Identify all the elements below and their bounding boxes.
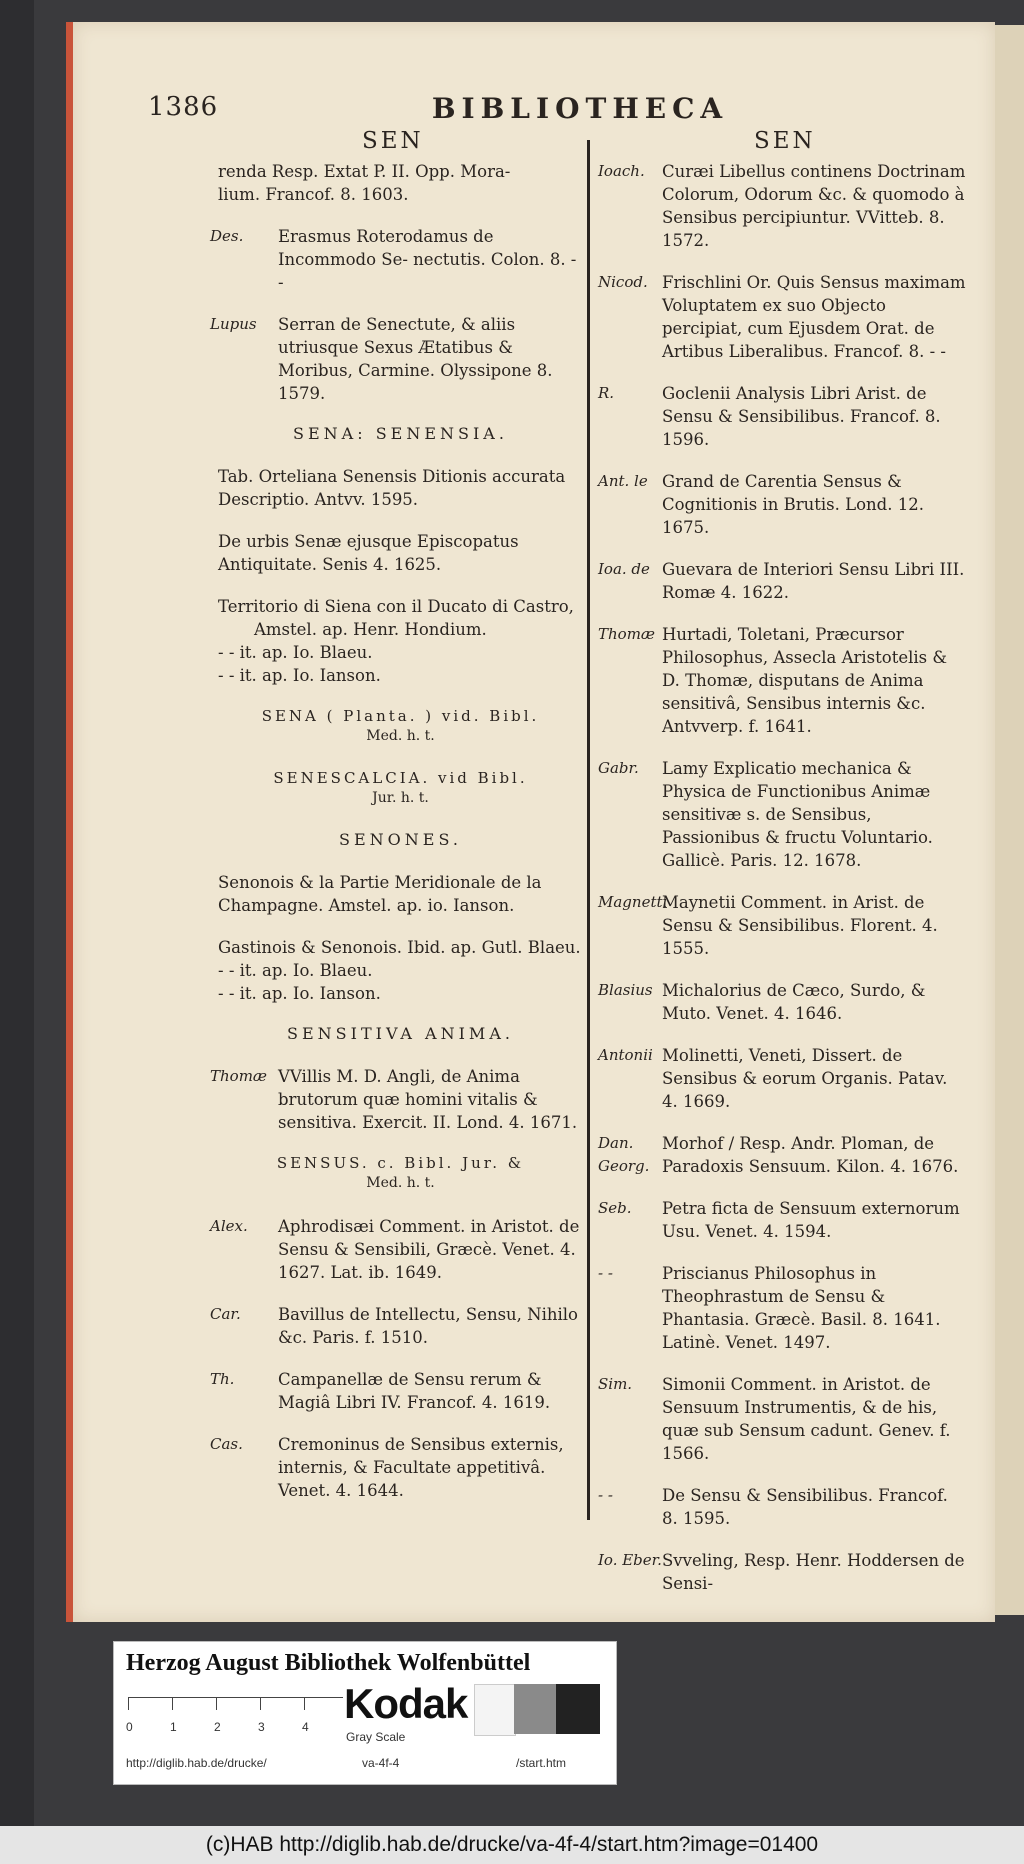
color-target-card	[113, 1641, 617, 1785]
catalog-entry	[598, 1262, 968, 1354]
entry-text: Senonois & la Partie Meridionale de la Champagne. Amstel. ap. io. Ianson.	[218, 873, 542, 915]
entry-text: Molinetti, Veneti, Dissert. de Sensibus & eorum Organis. Patav. 4. 1669.	[662, 1046, 948, 1111]
catalog-entry	[218, 595, 583, 687]
section-heading-title: SENESCALCIA. vid Bibl.	[273, 769, 528, 787]
entry-line: - - it. ap. Io. Blaeu.	[218, 961, 373, 980]
entry-forename: Des.	[210, 227, 244, 245]
institution-name: Herzog August Bibliothek Wolfenbüttel	[126, 1650, 531, 1676]
entry-forename: Ant. le	[598, 472, 648, 490]
section-heading	[218, 1153, 583, 1193]
catalog-entry	[598, 1132, 968, 1178]
target-url-mid: va-4f-4	[362, 1756, 400, 1770]
section-heading: SENONES.	[339, 830, 462, 849]
gray-scale-label: Gray Scale	[346, 1730, 406, 1744]
entry-text: Petra ficta de Sensuum externorum Usu. Venet. 4. 1594.	[662, 1199, 960, 1241]
entry-forename: Sim.	[598, 1375, 633, 1393]
catalog-entry	[144, 160, 583, 206]
gray-swatch	[514, 1684, 556, 1734]
ruler-tick	[172, 1698, 173, 1710]
entry-text: Tab. Orteliana Senensis Ditionis accurata Descriptio. Antvv. 1595.	[218, 467, 566, 509]
catalog-entry	[210, 1215, 583, 1284]
entry-line: Gastinois & Senonois. Ibid. ap. Gutl. Blaeu.	[218, 938, 581, 957]
catalog-entry	[210, 313, 583, 405]
entry-forename: Dan. Georg.	[598, 1134, 650, 1175]
entry-text: Frischlini Or. Quis Sensus maximam Voluptatem ex suo Objecto percipiat, cum Ejusdem Orat. de Artibus Liberalibus. Francof. 8. - -	[662, 273, 966, 361]
entry-text: Campanellæ de Sensu rerum & Magiâ Libri IV. Francof. 4. 1619.	[278, 1370, 551, 1412]
catalog-entry	[598, 1197, 968, 1243]
catalog-entry	[598, 979, 968, 1025]
entry-forename: Car.	[210, 1305, 241, 1323]
entry-text: Simonii Comment. in Aristot. de Sensuum Instrumentis, & de his, quæ sub Sensum cadunt. Genev. f. 1566.	[662, 1375, 951, 1463]
entry-text: Morhof / Resp. Andr. Ploman, de Paradoxis Sensuum. Kilon. 4. 1676.	[662, 1134, 959, 1176]
entry-forename: Th.	[210, 1370, 235, 1388]
entry-forename: Antonii	[598, 1046, 653, 1064]
ruler-label: 1	[170, 1720, 177, 1734]
entry-text: VVillis M. D. Angli, de Anima brutorum quæ homini vitalis & sensitiva. Exercit. II. Lond. 4. 1671.	[278, 1067, 578, 1132]
entry-forename: Thomæ	[210, 1067, 268, 1085]
entry-text: Cremoninus de Sensibus externis, internis, & Facultate appetitivâ. Venet. 4. 1644.	[278, 1435, 564, 1500]
entry-line: Amstel. ap. Henr. Hondium.	[254, 620, 487, 639]
entry-text: Lamy Explicatio mechanica & Physica de Functionibus Animæ sensitivæ s. de Sensibus, Passionibus & fructu Voluntario. Gallicè. Paris. 12. 1678.	[662, 759, 933, 870]
entry-text: Erasmus Roterodamus de Incommodo Se- nectutis. Colon. 8. - -	[278, 227, 577, 292]
entry-text: Serran de Senectute, & aliis utriusque Sexus Ætatibus & Moribus, Carmine. Olyssipone 8. 1579.	[278, 315, 553, 403]
ruler-label: 4	[302, 1720, 309, 1734]
ruler-tick	[260, 1698, 261, 1710]
entry-forename: Gabr.	[598, 759, 639, 777]
catalog-entry	[598, 160, 968, 252]
kodak-logo: Kodak	[344, 1680, 468, 1727]
section-heading: SENA: SENENSIA.	[293, 424, 508, 443]
catalog-entry	[210, 1433, 583, 1502]
left-column	[210, 160, 583, 1521]
column-right-heading: SEN	[754, 128, 816, 154]
entry-line: Territorio di Siena con il Ducato di Castro,	[218, 597, 574, 616]
catalog-entry	[598, 558, 968, 604]
entry-forename: Thomæ	[598, 625, 656, 643]
column-divider	[587, 140, 590, 1520]
catalog-entry	[598, 757, 968, 872]
ruler-label: 3	[258, 1720, 265, 1734]
entry-text: Guevara de Interiori Sensu Libri III. Romæ 4. 1622.	[662, 560, 965, 602]
entry-forename: Ioach.	[598, 162, 645, 180]
catalog-entry	[598, 891, 968, 960]
entry-text: Goclenii Analysis Libri Arist. de Sensu & Sensibilibus. Francof. 8. 1596.	[662, 384, 941, 449]
entry-text: Priscianus Philosophus in Theophrastum de Sensu & Phantasia. Græcè. Basil. 8. 1641. Latinè. Venet. 1497.	[662, 1264, 941, 1352]
catalog-entry	[598, 1044, 968, 1113]
ruler-tick	[128, 1698, 129, 1710]
entry-forename: Ioa. de	[598, 560, 650, 578]
catalog-entry	[598, 623, 968, 738]
entry-forename: - -	[598, 1486, 613, 1504]
page-number: 1386	[148, 92, 219, 122]
entry-text: De Sensu & Sensibilibus. Francof. 8. 1595.	[662, 1486, 948, 1528]
catalog-entry	[598, 382, 968, 451]
section-heading-ref: Jur. h. t.	[372, 790, 429, 806]
catalog-entry	[210, 1065, 583, 1134]
catalog-entry	[218, 530, 583, 576]
entry-line: renda Resp. Extat P. II. Opp. Mora-	[218, 162, 511, 181]
target-url-right: /start.htm	[516, 1756, 567, 1770]
entry-forename: Io. Eber.	[598, 1551, 662, 1569]
catalog-entry	[210, 1303, 583, 1349]
ruler-scale	[128, 1697, 343, 1738]
catalog-entry	[598, 470, 968, 539]
entry-text: Grand de Carentia Sensus & Cognitionis in Brutis. Lond. 12. 1675.	[662, 472, 924, 537]
catalog-entry	[218, 465, 583, 511]
ruler-label: 2	[214, 1720, 221, 1734]
facing-page-edge	[990, 25, 1024, 1615]
entry-line: - - it. ap. Io. Ianson.	[218, 984, 381, 1003]
catalog-entry	[218, 871, 583, 917]
entry-forename: R.	[598, 384, 615, 402]
catalog-entry	[598, 1549, 968, 1595]
catalog-entry	[218, 936, 583, 1005]
catalog-entry	[210, 225, 583, 294]
section-heading-ref: Med. h. t.	[366, 1175, 435, 1191]
column-left-heading: SEN	[362, 128, 424, 154]
section-heading-ref: Med. h. t.	[366, 728, 435, 744]
entry-line: - - it. ap. Io. Blaeu.	[218, 643, 373, 662]
entry-text: De urbis Senæ ejusque Episcopatus Antiquitate. Senis 4. 1625.	[218, 532, 519, 574]
entry-forename: Lupus	[210, 315, 257, 333]
entry-text: Maynetii Comment. in Arist. de Sensu & Sensibilibus. Florent. 4. 1555.	[662, 893, 938, 958]
entry-forename: Blasius	[598, 981, 653, 999]
running-title: BIBLIOTHECA	[431, 92, 729, 125]
section-heading-title: SENSUS. c. Bibl. Jur. &	[276, 1154, 525, 1172]
target-url-left: http://diglib.hab.de/drucke/	[126, 1756, 267, 1770]
section-heading	[218, 706, 583, 746]
section-heading-title: SENA ( Planta. ) vid. Bibl.	[261, 707, 540, 725]
ruler-tick	[304, 1698, 305, 1710]
entry-text: Svveling, Resp. Henr. Hoddersen de Sensi-	[662, 1551, 965, 1593]
catalog-entry	[598, 1373, 968, 1465]
catalog-entry	[210, 1368, 583, 1414]
right-column	[598, 160, 968, 1614]
gray-swatch	[474, 1684, 516, 1736]
entry-forename: Magnetti	[598, 893, 668, 911]
section-heading	[218, 768, 583, 808]
ruler-label: 0	[126, 1720, 133, 1734]
entry-forename: Seb.	[598, 1199, 632, 1217]
entry-forename: Alex.	[210, 1217, 248, 1235]
copyright-footer: (c)HAB http://diglib.hab.de/drucke/va-4f-4/start.htm?image=01400	[0, 1826, 1024, 1864]
section-heading: SENSITIVA ANIMA.	[287, 1024, 514, 1043]
ruler-tick	[216, 1698, 217, 1710]
catalog-entry	[598, 1484, 968, 1530]
entry-text: Hurtadi, Toletani, Præcursor Philosophus, Assecla Aristotelis & D. Thomæ, disputans de Anima sensitivâ, Sensibus internis &c. Antvverp. f. 1641.	[662, 625, 948, 736]
entry-line: lium. Francof. 8. 1603.	[218, 185, 409, 204]
entry-text: Bavillus de Intellectu, Sensu, Nihilo &c. Paris. f. 1510.	[278, 1305, 578, 1347]
entry-text: Curæi Libellus continens Doctrinam Colorum, Odorum &c. & quomodo à Sensibus percipiuntur. VVitteb. 8. 1572.	[662, 162, 966, 250]
entry-forename: - -	[598, 1264, 613, 1282]
entry-text: Michalorius de Cæco, Surdo, & Muto. Venet. 4. 1646.	[662, 981, 926, 1023]
catalog-entry	[598, 271, 968, 363]
entry-forename: Cas.	[210, 1435, 243, 1453]
entry-forename: Nicod.	[598, 273, 648, 291]
entry-line: - - it. ap. Io. Ianson.	[218, 666, 381, 685]
gray-swatch	[556, 1684, 600, 1734]
entry-text: Aphrodisæi Comment. in Aristot. de Sensu & Sensibili, Græcè. Venet. 4. 1627. Lat. ib. 1649.	[278, 1217, 580, 1282]
